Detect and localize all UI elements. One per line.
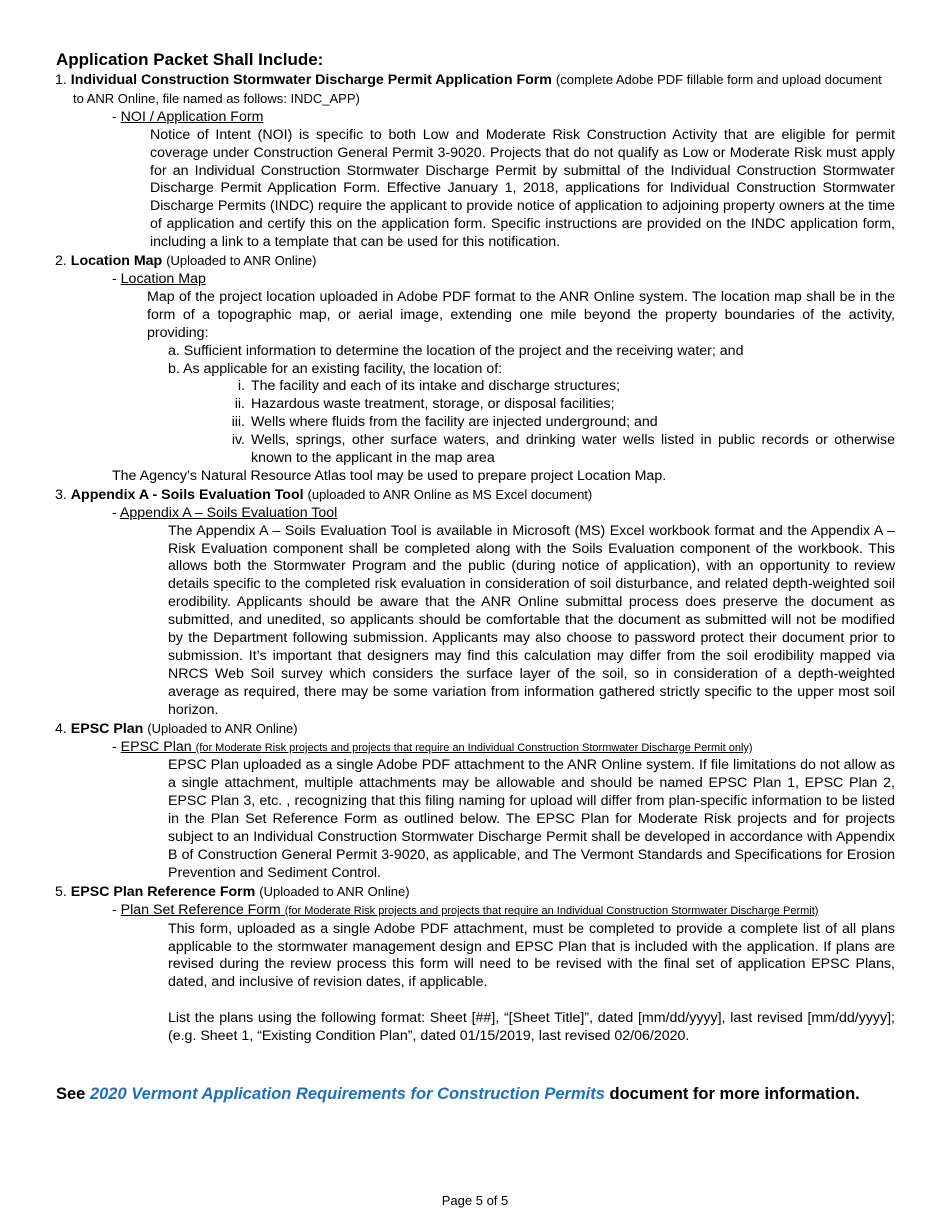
section-note: (complete Adobe PDF fillable form and upload document to ANR Online, file named as follows: INDC_APP) xyxy=(73,72,882,106)
roman-list xyxy=(221,378,895,468)
subsection-note: (for Moderate Risk projects and projects that require an Individual Construction Stormwater Discharge Permit) xyxy=(284,904,819,917)
more-information-note xyxy=(56,1086,860,1104)
roman-list-item xyxy=(221,378,895,396)
see-label: See xyxy=(56,1085,86,1103)
section-soils-evaluation xyxy=(55,486,895,720)
format-paragraph: List the plans using the following format: Sheet [##], “[Sheet Title]”, dated [mm/dd/yyyy], last revised [mm/dd/yyyy]; (e.g. Sheet 1, “Existing Condition Plan”, dated 01/15/2019, last revised 02/06/2020. xyxy=(168,1010,895,1045)
subsection-label: Location Map xyxy=(120,270,206,287)
section-note: (Uploaded to ANR Online) xyxy=(259,883,410,899)
roman-text: The facility and each of its intake and discharge structures; xyxy=(251,378,621,395)
subsection-label: Plan Set Reference Form xyxy=(120,901,281,918)
section-note: (uploaded to ANR Online as MS Excel document) xyxy=(307,486,593,502)
section-title-row xyxy=(55,486,895,505)
section-paragraph: The Appendix A – Soils Evaluation Tool is available in Microsoft (MS) Excel workbook format and the Appendix A – Risk Evaluation component shall be completed along with the Soils Evaluation component of the workbook. This allows both the Stormwater Program and the public (during notice of application), with an opportunity to review details specific to the completed risk evaluation in consideration of soil disturbance, and related depth-weighted soil erodibility. Applicants should be aware that the ANR Online submittal process does preserve the document as submitted, and unedited, so applicants should be comfortable that the document as submitted will not be modified by the Department following submission. Applicants may also choose to password protect their document prior to submission. It’s important that designers may find this calculation may differ from the soil erodibility mapped via NRCS Web Soil survey which considers the surface layer of the soil, so in consideration of a depth-weighted average as required, there may be some variation from information gathered strictly specific to the upper most soil horizon. xyxy=(168,522,895,718)
alpha-list xyxy=(168,343,895,379)
page-number: Page 5 of 5 xyxy=(441,1193,509,1208)
section-note: (Uploaded to ANR Online) xyxy=(147,720,298,736)
section-number: 5. xyxy=(55,883,67,900)
section-title-row xyxy=(55,252,895,271)
section-number: 4. xyxy=(55,720,67,737)
requirements-document-link[interactable]: 2020 Vermont Application Requirements for Construction Permits xyxy=(89,1085,605,1103)
roman-list-item xyxy=(221,396,895,414)
application-packet-list xyxy=(55,71,895,1046)
section-title: EPSC Plan Reference Form xyxy=(70,883,256,900)
roman-numeral: iii. xyxy=(231,414,245,431)
section-paragraph: EPSC Plan uploaded as a single Adobe PDF attachment to the ANR Online system. If file limitations do not allow as a single attachment, multiple attachments may be allowable and should be named EPSC Plan 1, EPSC Plan 2, EPSC Plan 3, etc. , recognizing that this filing naming for upload will differ from plan-specific information to be listed in the Plan Set Reference Form as outlined below. The EPSC Plan for Moderate Risk projects and for projects subject to an Individual Construction Stormwater Discharge Permit shall be developed in accordance with Appendix B of Construction General Permit 3-9020, as applicable, and The Vermont Standards and Specifications for Erosion Prevention and Sediment Control. xyxy=(168,757,895,881)
roman-numeral: i. xyxy=(237,378,245,395)
section-title: Appendix A - Soils Evaluation Tool xyxy=(70,486,304,503)
section-title: Individual Construction Stormwater Discharge Permit Application Form xyxy=(70,72,552,88)
subsection-note: (for Moderate Risk projects and projects that require an Individual Construction Stormwater Discharge Permit only) xyxy=(195,741,753,754)
section-paragraph: This form, uploaded as a single Adobe PDF attachment, must be completed to provide a complete list of all plans applicable to the stormwater management design and EPSC Plan that is included with the application. If plans are revised during the review process this form will need to be revised with the final set of application EPSC Plans, dated, and inclusive of revision dates, if applicable. xyxy=(168,920,895,991)
roman-numeral: iv. xyxy=(231,432,245,449)
section-epsc-plan xyxy=(55,720,895,883)
section-title: Location Map xyxy=(70,253,163,270)
section-application-form xyxy=(55,71,895,252)
section-paragraph: Notice of Intent (NOI) is specific to both Low and Moderate Risk Construction Activity that are eligible for permit coverage under Construction General Permit 3-9020. Projects that do not qualify as Low or Moderate Risk must apply for an Individual Construction Stormwater Discharge Permit by submittal of the Individual Construction Stormwater Discharge Permit Application Form. Effective January 1, 2018, applications for Individual Construction Stormwater Discharge Permits (INDC) require the applicant to provide notice of application to adjoining property owners at the time of application and certify this on the application form. Specific instructions are provided on the INDC application form, including a link to a template that can be used for this notification. xyxy=(150,126,895,251)
section-number: 3. xyxy=(55,486,67,503)
roman-text: Wells, springs, other surface waters, and drinking water wells listed in public records or otherwise known to the applicant in the map area xyxy=(251,432,895,467)
page-heading: Application Packet Shall Include: xyxy=(56,50,324,69)
alpha-list-item: b. As applicable for an existing facility, the location of: xyxy=(168,360,503,377)
subsection-label-row: - EPSC Plan (for Moderate Risk projects and projects that require an Individual Construction Stormwater Discharge Permit only) xyxy=(112,738,753,755)
section-note: (Uploaded to ANR Online) xyxy=(166,253,317,269)
more-information-text: document for more information. xyxy=(609,1085,860,1103)
section-title-row xyxy=(55,720,895,739)
subsection-label: NOI / Application Form xyxy=(120,108,264,125)
roman-text: Hazardous waste treatment, storage, or disposal facilities; xyxy=(251,396,615,413)
section-title: EPSC Plan xyxy=(70,720,144,737)
section-paragraph: Map of the project location uploaded in Adobe PDF format to the ANR Online system. The location map shall be in the form of a topographic map, or aerial image, extending one mile beyond the property boundaries of the activity, providing: xyxy=(147,288,895,341)
subsection-label-row: - Plan Set Reference Form (for Moderate Risk projects and projects that require an Individual Construction Stormwater Discharge Permit) xyxy=(112,901,819,918)
paragraph-spacer xyxy=(55,992,895,1010)
subsection-label-row: - Appendix A – Soils Evaluation Tool xyxy=(112,504,338,521)
roman-numeral: ii. xyxy=(234,396,245,413)
alpha-list-item: a. Sufficient information to determine the location of the project and the receiving water; and xyxy=(168,342,744,359)
subsection-label: Appendix A – Soils Evaluation Tool xyxy=(119,504,338,521)
section-title-row xyxy=(55,71,895,109)
section-reference-form xyxy=(55,883,895,1046)
roman-list-item xyxy=(221,432,895,468)
section-title-row xyxy=(55,883,895,902)
section-number: 1. xyxy=(55,72,67,88)
subsection-label-row: - Location Map xyxy=(112,270,206,287)
roman-text: Wells where fluids from the facility are injected underground; and xyxy=(251,414,658,431)
section-number: 2. xyxy=(55,253,67,270)
subsection-label: EPSC Plan xyxy=(120,738,192,755)
roman-list-item xyxy=(221,414,895,432)
subsection-label-row: - NOI / Application Form xyxy=(112,108,264,125)
atlas-note: The Agency’s Natural Resource Atlas tool may be used to prepare project Location Map. xyxy=(112,467,667,484)
section-location-map xyxy=(55,252,895,486)
